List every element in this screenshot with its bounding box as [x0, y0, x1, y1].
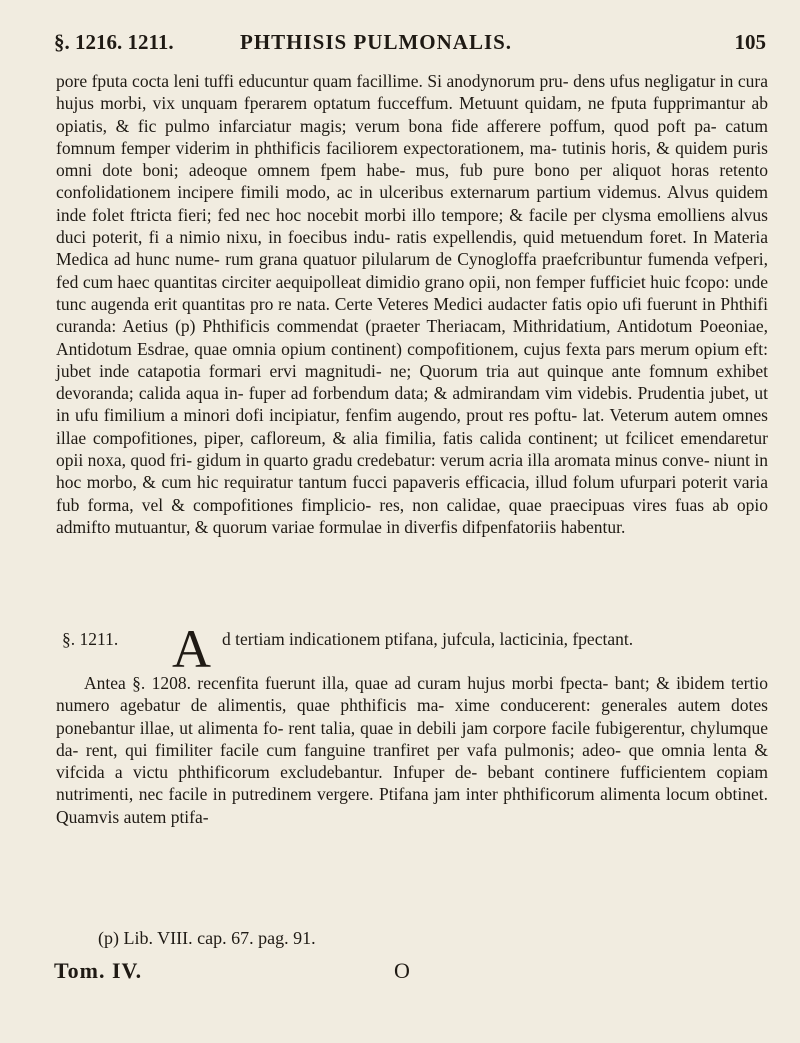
commentary-paragraph-1: pore fputa cocta leni tuffi educuntur quam facillime. Si anodynorum pru- dens ufus negligatur in cura hujus morbi, vix unquam fperarem optatum fucceffum. Metuunt quidam, ne fputa fupprimantur ab opiatis, & fic pulmo infarciatur magis; verum bona fide afferere poffum, quod poft pa- catum fomnum femper viderim in phthificis faciliorem expectorationem, ma- tutinis horis, & quidem puris omni dote boni; adeoque omnem fpem habe- mus, fub pure bono per aliquot horas retento confolidationem incipere fimili modo, ac in ulceribus externarum partium videmus. Alvus quidem inde folet ftricta fieri; fed nec hoc nocebit morbi illo tempore; & facile per clysma emolliens alvus duci poterit, fi a nimio nixu, in foecibus indu- ratis expellendis, quid metuendum foret. In Materia Medica ad hunc nume- rum grana quatuor pilularum de Cynogloffa praefcribuntur fumenda vefperi, fed cum haec quantitas circiter aequipolleat dimidio grano opii, non femper fufficiet huic fcopo: unde tunc augenda erit quantitas pro re nata. Certe Veteres Medici audacter fatis opio ufi fuerunt in Phthifi curanda: Aetius (p) Phthificis commendat (praeter Theriacam, Mithridatium, Antidotum Poeoniae, Antidotum Esdrae, quae omnia opium continent) compofitionem, cujus fexta pars merum opium eft: jubet inde catapotia formari ervi magnitudi- ne; Quorum tria aut quinque ante fomnum exhibet devoranda; calida aqua in- fuper ad forbendum data; & admirandam vim videbis. Prudentia jubet, ut in ufu fimilium a minori dofi incipiatur, fenfim augendo, prout res poftu- lat. Veterum autem omnes illae compofitiones, piper, cafloreum, & alia fimilia, fatis calida continent; ut fcilicet emendaretur opii noxa, quod fri- gidum in quarto gradu credebatur: verum acria illa aromata minus conve- niunt in hoc morbo, & cum hic requiratur tantum fucci papaveris efficacia, illud folum ufurpari poterit varia fub forma, vel & compofitiones fimplicio- res, non calidae, quae praecipuas vires fuas ab opio admifto mutuantur, & quorum variae formulae in diverfis difpenfatoriis habentur. — [56, 71, 768, 537]
aphorism-number: §. 1211. — [62, 629, 119, 649]
volume-label: Tom. IV. — [54, 958, 143, 983]
drop-cap-initial: A — [172, 619, 211, 679]
running-title: PHTHISIS PULMONALIS. — [240, 30, 513, 54]
signature-mark: O — [394, 958, 410, 983]
page-number: 105 — [734, 30, 766, 54]
aphorism-text: d tertiam indicationem ptifana, jufcula, lacticinia, fpectant. — [222, 629, 634, 649]
footnote: (p) Lib. VIII. cap. 67. pag. 91. — [98, 928, 316, 948]
commentary-paragraph-2: Antea §. 1208. recenfita fuerunt illa, quae ad curam hujus morbi fpecta- bant; & ibidem tertio numero agebatur de alimentis, quae phthificis ma- xime conducerent: generales autem dotes ponebantur illae, ut alimenta fo- rent talia, quae in debili jam corpore facile fubigerentur, chylumque da- rent, qui fimiliter facile cum fanguine tranfiret per vafa pulmonis; adeo- que omnia lenta & vifcida a victu phthificorum excludebantur. Infuper de- bebant continere fufficientem copiam nutrimenti, nec facile in putredinem vergere. Ptifana jam inter phthificorum alimenta locum obtinet. Quamvis autem ptifa- — [56, 673, 768, 827]
page-footer — [54, 958, 454, 988]
section-range: §. 1216. 1211. — [54, 30, 174, 54]
running-header — [54, 30, 766, 62]
